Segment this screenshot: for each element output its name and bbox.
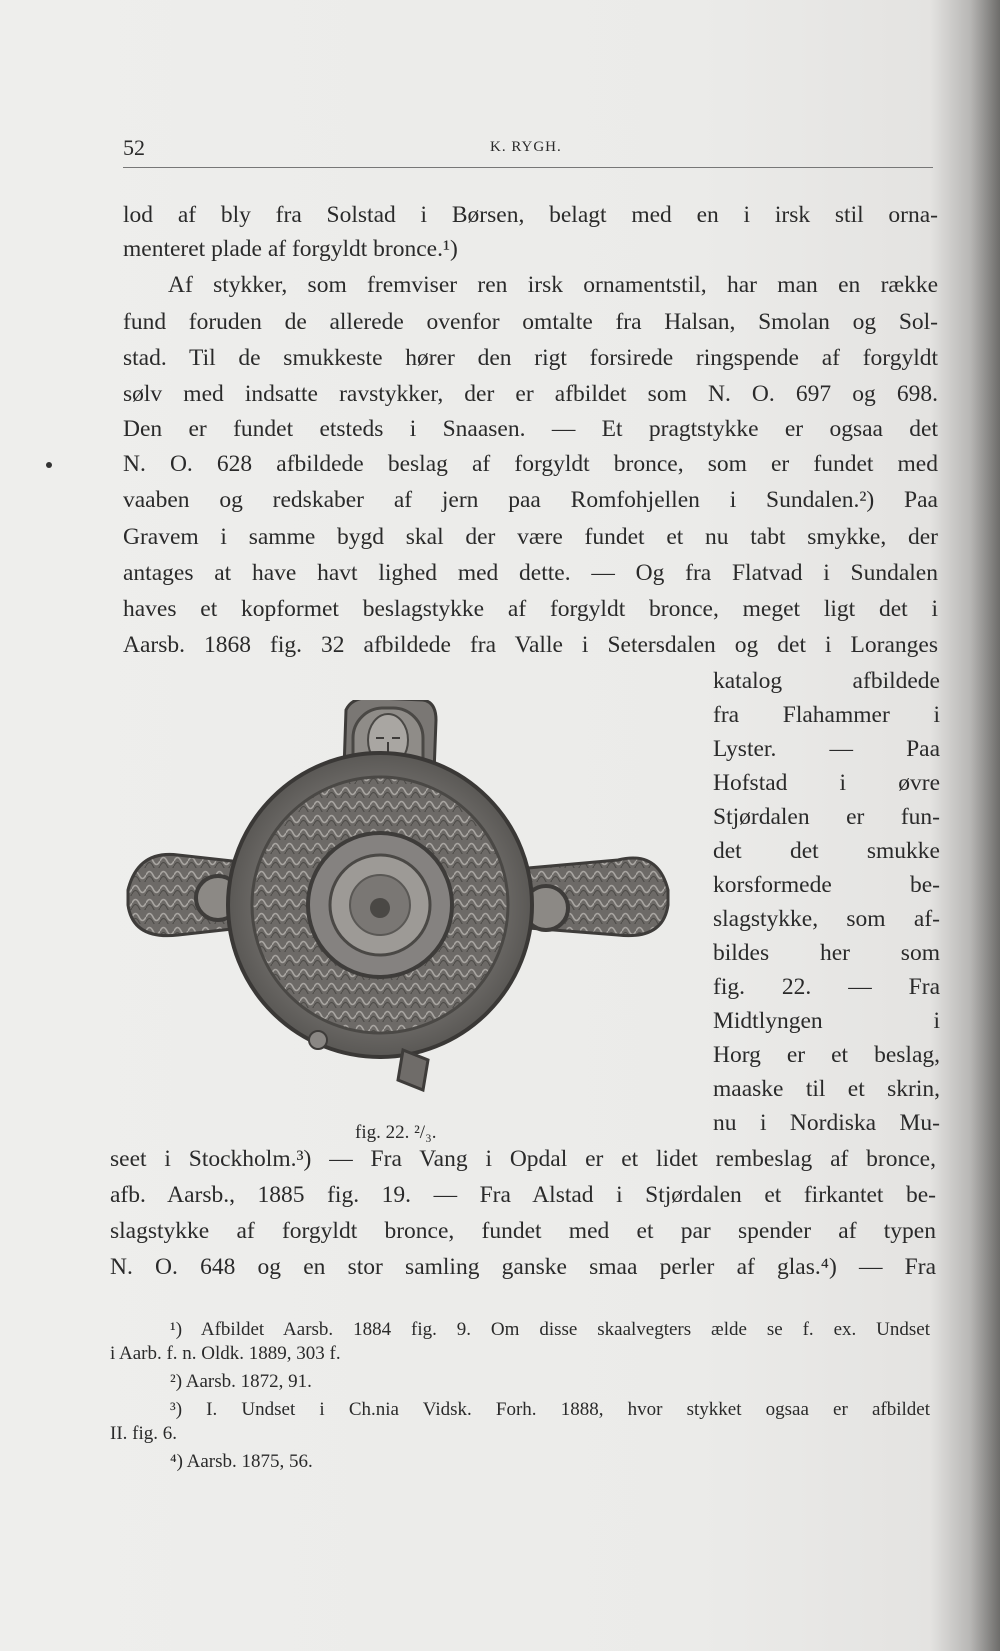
page-number: 52 — [123, 135, 145, 160]
footnote-line: i Aarb. f. n. Oldk. 1889, 303 f. — [110, 1343, 341, 1364]
body-line: Gravem i samme bygd skal der være fundet et nu tabt smykke, der — [123, 524, 938, 550]
footnote-text: ¹) Afbildet Aarsb. 1884 fig. 9. Om disse skaalvegters ælde se f. ex. Undset — [170, 1319, 930, 1340]
side-line: Midtlyngen i — [713, 1008, 940, 1034]
cruciform-mount-illustration — [118, 700, 678, 1120]
side-line: nu i Nordiska Mu- — [713, 1110, 940, 1136]
side-line: korsformede be- — [713, 872, 940, 898]
body-line: menteret plade af forgyldt bronce.¹) — [123, 236, 458, 262]
side-line: fig. 22. — Fra — [713, 974, 940, 1000]
side-line: Horg er et beslag, — [713, 1042, 940, 1068]
body-line: N. O. 628 afbildede beslag af forgyldt bronce, som er fundet med — [123, 451, 938, 477]
running-head: K. RYGH. — [490, 139, 562, 155]
figure-cruciform-mount — [118, 700, 678, 1120]
side-line: fra Flahammer i — [713, 702, 940, 728]
side-line: Stjørdalen er fun- — [713, 804, 940, 830]
side-line: det det smukke — [713, 838, 940, 864]
body-line: sølv med indsatte ravstykker, der er afbildet som N. O. 697 og 698. — [123, 381, 938, 407]
body-line: Af stykker, som fremviser ren irsk ornamentstil, har man en række — [168, 272, 938, 298]
body-line: slagstykke af forgyldt bronce, fundet med et par spender af typen — [110, 1218, 936, 1244]
body-line: Aarsb. 1868 fig. 32 afbildede fra Valle i Setersdalen og det i Loranges — [123, 632, 938, 658]
page-header — [123, 133, 933, 168]
side-line: maaske til et skrin, — [713, 1076, 940, 1102]
side-line: katalog afbildede — [713, 668, 940, 694]
footnote-line: ⁴) Aarsb. 1875, 56. — [170, 1451, 313, 1472]
body-line: N. O. 648 og en stor samling ganske smaa perler af glas.⁴) — Fra — [110, 1254, 936, 1280]
body-line: afb. Aarsb., 1885 fig. 19. — Fra Alstad i Stjørdalen et firkantet be- — [110, 1182, 936, 1208]
body-line: stad. Til de smukkeste hører den rigt forsirede ringspende af forgyldt — [123, 345, 938, 371]
side-line: slagstykke, som af- — [713, 906, 940, 932]
body-line: antages at have havt lighed med dette. — Og fra Flatvad i Sundalen — [123, 560, 938, 586]
stray-mark — [46, 462, 52, 468]
footnote-line — [110, 1398, 930, 1422]
figure-caption: fig. 22. ²/₃. — [355, 1122, 437, 1143]
body-line: seet i Stockholm.³) — Fra Vang i Opdal er et lidet rembeslag af bronce, — [110, 1146, 936, 1172]
body-line: fund foruden de allerede ovenfor omtalte fra Halsan, Smolan og Sol- — [123, 309, 938, 335]
side-line: bildes her som — [713, 940, 940, 966]
body-line: Den er fundet etsteds i Snaasen. — Et pragtstykke er ogsaa det — [123, 416, 938, 442]
body-line: vaaben og redskaber af jern paa Romfohjellen i Sundalen.²) Paa — [123, 487, 938, 513]
side-line: Hofstad i øvre — [713, 770, 940, 796]
footnote-line: ²) Aarsb. 1872, 91. — [170, 1371, 312, 1392]
body-line: haves et kopformet beslagstykke af forgyldt bronce, meget ligt det i — [123, 596, 938, 622]
footnote-line — [110, 1318, 930, 1342]
side-line: Lyster. — Paa — [713, 736, 940, 762]
footnote-text: ³) I. Undset i Ch.nia Vidsk. Forh. 1888, hvor stykket ogsaa er afbildet — [170, 1399, 930, 1420]
body-line: lod af bly fra Solstad i Børsen, belagt med en i irsk stil orna- — [123, 202, 938, 228]
footnote-line: II. fig. 6. — [110, 1423, 178, 1444]
